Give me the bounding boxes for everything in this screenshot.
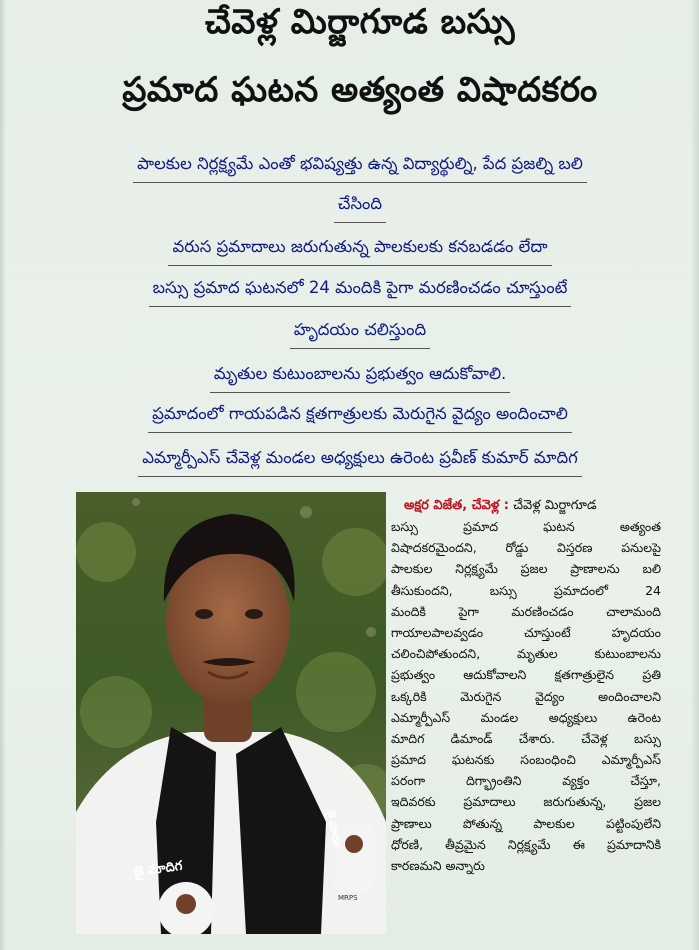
article-line: గాయాలపాలవ్వడం చూస్తుంటే హృదయం [391, 624, 661, 640]
article-body [391, 516, 661, 876]
scarf-text-right: జై మాదిగ [325, 809, 342, 849]
dateline: అక్షర విజేత, చేవెళ్ల : [404, 498, 509, 513]
badge-text: MRPS [338, 894, 358, 902]
article-line: కారణమని అన్నారు [391, 858, 485, 873]
subheading-1 [60, 154, 660, 183]
article-line: మందికి పైగా మరణించడం చాలామంది [391, 603, 661, 619]
subheading-text: ఎమ్మార్పీఎస్ చేవెళ్ల మండల అధ్యక్షులు ఉరెంట ప్రవీణ్ కుమార్ మాదిగ [138, 448, 582, 477]
article-first-line: చేవెళ్ల మిర్జాగూడ [513, 498, 597, 513]
subheading-text: బస్సు ప్రమాద ఘటనలో 24 మందికి పైగా మరణించడం చూస్తుంటే [149, 278, 572, 307]
article-line: తీసుకుందని, బస్సు ప్రమాదంలో 24 [391, 582, 661, 598]
article-line: విషాదకరమైందని, రోడ్డు విస్తరణ పనులపై [391, 540, 661, 556]
subheading-5 [60, 320, 660, 349]
subheading-4 [60, 278, 660, 307]
portrait-illustration [76, 492, 386, 934]
article-line: మాదిగ డిమాండ్ చేశారు. చేవెళ్ల బస్సు [391, 730, 661, 746]
scarf-text-left: జై మాదిగ [132, 858, 184, 881]
subheading-8 [60, 448, 660, 477]
subheading-2 [60, 194, 660, 223]
article-line: ప్రమాద ఘటనకు సంబంధించి ఎమ్మార్పీఎస్ [391, 752, 661, 768]
headline-line-2: ప్రమాద ఘటన అత్యంత విషాదకరం [122, 70, 598, 110]
article-line: బస్సు ప్రమాద ఘటన అత్యంత [391, 519, 661, 534]
article-line: చలించిపోతుందని, మృతుల కుటుంబాలను [391, 646, 661, 662]
person-photo [76, 492, 386, 934]
article-line: ధోరణి, తీవ్రమైన నిర్లక్ష్యమే ఈ ప్రమాదానికి [391, 836, 661, 852]
headline-line-1: చేవెళ్ల మిర్జాగూడ బస్సు [204, 2, 516, 42]
article-line: ఇదివరకు ప్రమాదాలు జరుగుతున్న, ప్రజల [391, 794, 661, 810]
article-line: పరంగా దిగ్భ్రాంతిని వ్యక్తం చేస్తూ, [391, 773, 661, 789]
article-line: ప్రాణాలు పోతున్న పాలకుల పట్టింపులేని [391, 815, 661, 831]
page-edge-right [691, 0, 699, 950]
article-byline [404, 495, 664, 516]
subheading-text: చేసింది [334, 194, 386, 223]
page-edge-left [0, 0, 6, 950]
subheading-text: వరుస ప్రమాదాలు జరుగుతున్న పాలకులకు కనబడడం లేదా [168, 237, 551, 266]
subheading-text: పాలకుల నిర్లక్ష్యమే ఎంతో భవిష్యత్తు ఉన్న విద్యార్థుల్ని, పేద ప్రజల్ని బలి [133, 154, 587, 183]
article-line: ఎమ్మార్పీఎస్ మండల అధ్యక్షులు ఉరెంట [391, 709, 661, 725]
subheading-7 [60, 404, 660, 433]
subheading-6 [60, 364, 660, 393]
article-line: ప్రభుత్వం ఆదుకోవాలని క్షతగాత్రులైన ప్రతి [391, 667, 661, 683]
subheading-text: హృదయం చలిస్తుంది [290, 320, 430, 349]
article-line: ఒక్కరికి మెరుగైన వైద్యం అందించాలని [391, 688, 661, 704]
subheading-3 [60, 237, 660, 266]
article-line: పాలకుల నిర్లక్ష్యమే ప్రజల ప్రాణాలను బలి [391, 561, 661, 577]
subheading-text: ప్రమాదంలో గాయపడిన క్షతగాత్రులకు మెరుగైన వైద్యం అందించాలి [148, 404, 572, 433]
subheading-text: మృతుల కుటుంబాలను ప్రభుత్వం ఆదుకోవాలి. [210, 364, 511, 393]
